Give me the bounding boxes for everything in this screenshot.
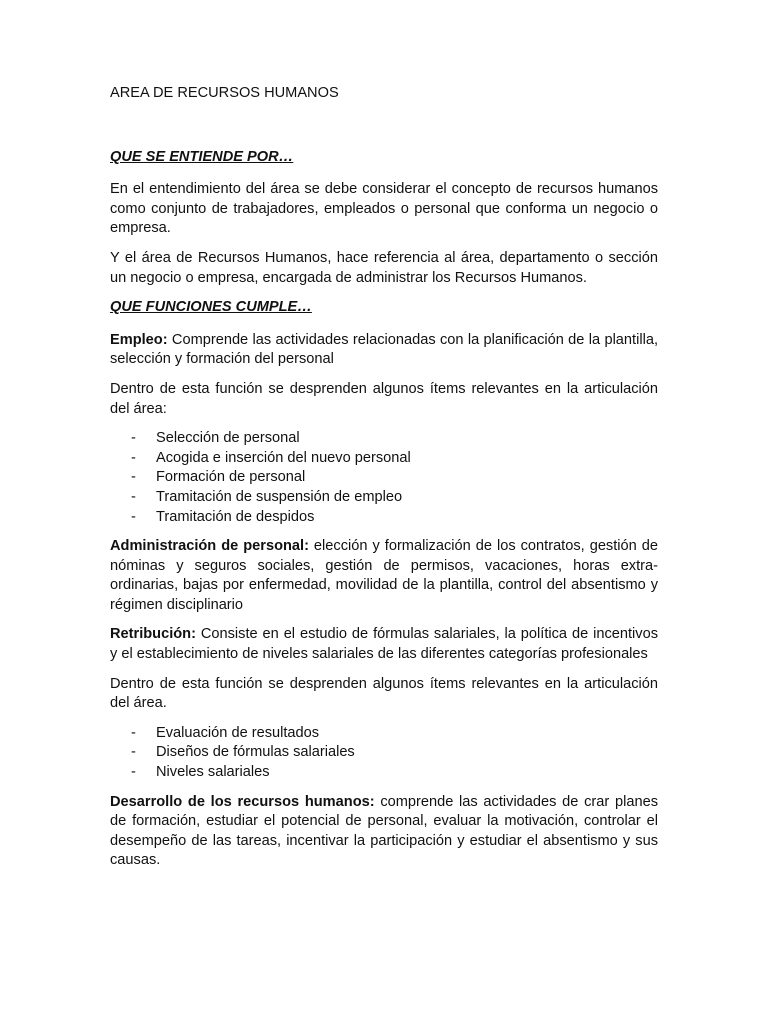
bullet-dash: - (131, 764, 136, 781)
list-item (110, 763, 658, 783)
list-item-text: Tramitación de suspensión de empleo (156, 488, 403, 505)
bullet-dash: - (131, 744, 136, 761)
paragraph-desarrollo (110, 793, 658, 871)
list-item (110, 724, 658, 744)
paragraph-empleo-intro: Dentro de esta función se desprenden algunos ítems relevantes en la articulación del área: (110, 380, 658, 417)
heading-que-se-entiende: QUE SE ENTIENDE POR… (110, 148, 294, 165)
bullet-dash: - (131, 508, 136, 525)
list-item-text: Selección de personal (156, 430, 300, 447)
text-desarrollo: comprende las actividades de crar planes de formación, estudiar el potencial de personal, evaluar la motivación, controlar el desempeño de las tareas, incentivar la participación y estudiar el absentismo y sus causas. (110, 793, 658, 869)
list-empleo-items (110, 429, 658, 527)
term-empleo: Empleo: (110, 331, 168, 348)
list-item (110, 488, 658, 508)
bullet-dash: - (131, 724, 136, 741)
list-item-text: Acogida e inserción del nuevo personal (156, 449, 411, 466)
paragraph-retribucion (110, 625, 658, 664)
bullet-dash: - (131, 430, 136, 447)
paragraph-area-rrhh: Y el área de Recursos Humanos, hace referencia al área, departamento o sección un negocio o empresa, encargada de administrar los Recursos Humanos. (110, 249, 658, 286)
paragraph-empleo (110, 331, 658, 370)
list-item (110, 468, 658, 488)
list-item-text: Niveles salariales (156, 764, 270, 781)
term-desarrollo: Desarrollo de los recursos humanos: (110, 793, 375, 810)
paragraph-concepto: En el entendimiento del área se debe considerar el concepto de recursos humanos como conjunto de trabajadores, empleados o personal que conforma un negocio o empresa. (110, 181, 658, 237)
list-item-text: Formación de personal (156, 469, 306, 486)
list-item (110, 449, 658, 469)
bullet-dash: - (131, 449, 136, 466)
text-retribucion: Consiste en el estudio de fórmulas salariales, la política de incentivos y el establecimiento de niveles salariales de las diferentes categorías profesionales (110, 626, 658, 663)
list-retribucion-items (110, 724, 658, 783)
paragraph-retribucion-intro: Dentro de esta función se desprenden algunos ítems relevantes en la articulación del área. (110, 675, 658, 712)
heading-que-funciones: QUE FUNCIONES CUMPLE… (110, 299, 312, 316)
bullet-dash: - (131, 488, 136, 505)
text-empleo: Comprende las actividades relacionadas con la planificación de la plantilla, selección y formación del personal (110, 331, 658, 368)
list-item (110, 508, 658, 528)
list-item-text: Tramitación de despidos (156, 508, 315, 525)
list-item-text: Evaluación de resultados (156, 724, 320, 741)
text-administracion: elección y formalización de los contratos, gestión de nóminas y seguros sociales, gestión de permisos, vacaciones, horas extra-ordinarias, bajas por enfermedad, movilidad de la plantilla, control del absentismo y régimen disciplinario (110, 538, 658, 613)
document-title: AREA DE RECURSOS HUMANOS (110, 85, 339, 101)
term-administracion: Administración de personal: (110, 538, 309, 555)
list-item (110, 429, 658, 449)
document-page (110, 84, 658, 881)
paragraph-administracion (110, 537, 658, 615)
term-retribucion: Retribución: (110, 626, 196, 643)
list-item-text: Diseños de fórmulas salariales (156, 744, 355, 761)
bullet-dash: - (131, 469, 136, 486)
list-item (110, 743, 658, 763)
